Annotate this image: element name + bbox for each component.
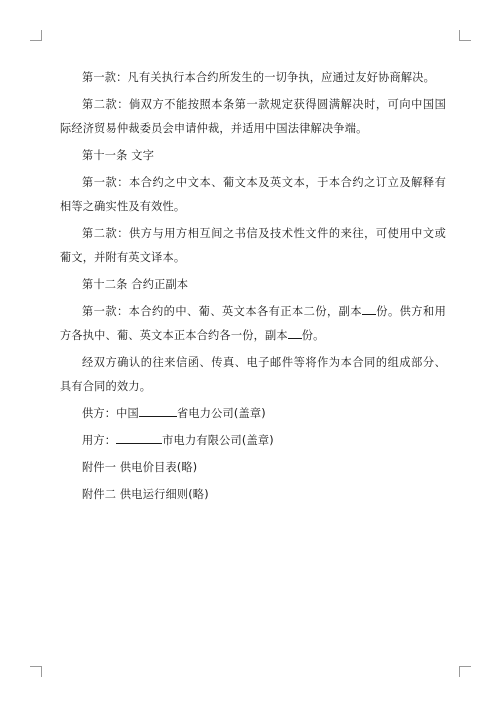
crop-mark-bottom-left (30, 666, 42, 677)
clause-12-text-b: 份。供方和用方各执中、葡、英文本正本合约各一份，副本 (60, 305, 446, 342)
user-signature-line (60, 429, 446, 453)
province-blank (139, 404, 177, 417)
supplier-company: 省电力公司(盖章) (176, 407, 266, 420)
clause-11-item-2: 第二款：供方与用方相互间之书信及技术性文件的来往，可使用中文或葡文，并附有英文译本。 (60, 227, 446, 264)
user-label: 用方： (82, 434, 117, 447)
crop-mark-bottom-right (459, 666, 471, 677)
crop-mark-top-left (30, 30, 42, 41)
clause-12-text-c: 份。 (301, 329, 325, 342)
attachment-2: 附件二 供电运行细则(略) (82, 488, 209, 501)
crop-mark-top-right (459, 30, 471, 41)
clause-11-item-1: 第一款：本合约之中文本、葡文本及英文本，于本合约之订立及解释有相等之确实性及有效性。 (60, 176, 446, 213)
supplier-signature-line (60, 402, 446, 426)
clause-10-item-1: 第一款：凡有关执行本合约所发生的一切争执，应通过友好协商解决。 (82, 71, 436, 84)
clause-12-item-1 (60, 300, 446, 348)
supplier-label: 供方：中国 (82, 407, 139, 420)
copies-blank-1 (362, 302, 376, 315)
clause-10-item-2: 第二款：倘双方不能按照本条第一款规定获得圆满解决时，可向中国国际经济贸易仲裁委员会申请仲裁，并适用中国法律解决争端。 (60, 98, 446, 135)
copies-blank-2 (288, 326, 302, 339)
attachment-1: 附件一 供电价目表(略) (82, 461, 198, 474)
user-company: 市电力有限公司(盖章) (162, 434, 274, 447)
article-11-heading: 第十一条 文字 (82, 149, 155, 162)
city-blank (116, 431, 162, 444)
document-body (60, 66, 446, 507)
confirmation-paragraph: 经双方确认的往来信函、传真、电子邮件等将作为本合同的组成部分、具有合同的效力。 (60, 356, 446, 393)
clause-12-text-a: 第一款：本合约的中、葡、英文本各有正本二份，副本 (82, 305, 362, 318)
article-12-heading: 第十二条 合约正副本 (82, 278, 189, 291)
